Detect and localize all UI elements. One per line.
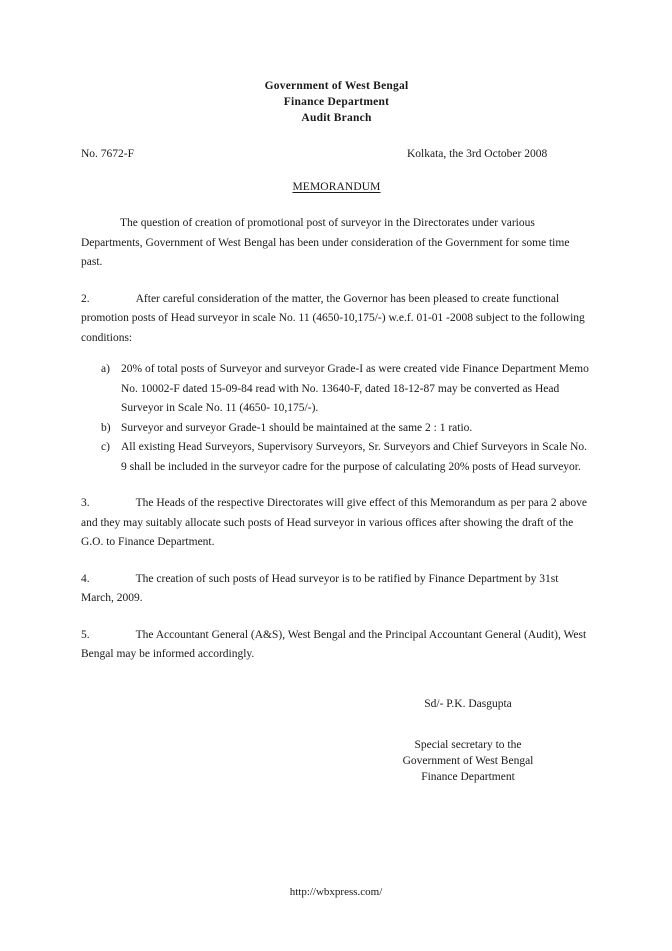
memorandum-title-text: MEMORANDUM <box>292 181 381 193</box>
letterhead-line-department: Finance Department <box>283 96 390 108</box>
paragraph-3-text: The Heads of the respective Directorates will give effect of this Memorandum as per para 2 above and they may suitably allocate such posts of Head surveyor in various offices after showing the draft of the G.O. to Finance Department. <box>81 497 587 548</box>
paragraph-4-text: The creation of such posts of Head surveyor is to be ratified by Finance Department by 31st March, 2009. <box>81 572 559 604</box>
list-item <box>81 360 592 419</box>
paragraph-5-text: The Accountant General (A&S), West Bengal and the Principal Accountant General (Audit), West Bengal may be informed accordingly. <box>81 628 587 660</box>
list-item <box>81 438 592 477</box>
designation-line-1: Special secretary to the <box>414 738 522 751</box>
spacer <box>81 477 592 494</box>
paragraph-4 <box>81 570 592 609</box>
list-item-marker: c) <box>101 441 110 453</box>
memo-number: No. 7672-F <box>81 148 135 160</box>
letterhead-line-branch: Audit Branch <box>301 112 372 124</box>
paragraph-2-number: 2. <box>81 292 90 305</box>
list-item-marker: b) <box>101 421 111 434</box>
designation-line-3: Finance Department <box>421 770 515 783</box>
spacer <box>81 273 592 290</box>
list-item-text: Surveyor and surveyor Grade-1 should be maintained at the same 2 : 1 ratio. <box>121 421 473 434</box>
paragraph-3 <box>81 494 592 553</box>
conditions-list <box>81 360 592 477</box>
spacer <box>81 195 592 214</box>
signature-block <box>81 696 592 785</box>
paragraph-5 <box>81 626 592 665</box>
paragraph-2-text: After careful consideration of the matter, the Governor has been pleased to create functional promotion posts of Head surveyor in scale No. 11 (4650-10,175/-) w.e.f. 01-01 -2008 subject to the following conditions: <box>81 292 585 344</box>
spacer <box>81 609 592 626</box>
memo-place-date: Kolkata, the 3rd October 2008 <box>407 148 548 160</box>
spacer <box>81 348 592 360</box>
letterhead-line-government: Government of West Bengal <box>264 80 409 92</box>
paragraph-3-number: 3. <box>81 497 90 509</box>
letterhead <box>81 78 592 126</box>
memorandum-title <box>81 180 592 195</box>
document-body <box>81 78 592 785</box>
paragraph-2 <box>81 290 592 349</box>
list-item-text: All existing Head Surveyors, Supervisory Surveyors, Sr. Surveyors and Chief Surveyors in Scale No. 9 shall be included in the surveyor cadre for the purpose of calculating 20% posts of Head surveyor. <box>121 441 588 473</box>
list-item-text: 20% of total posts of Surveyor and surveyor Grade-I as were created vide Finance Department Memo No. 10002-F dated 15-09-84 read with No. 13640-F, dated 18-12-87 may be converted as Head Surveyor in Scale No. 11 (4650- 10,175/-). <box>121 363 589 414</box>
footer-url: http://wbxpress.com/ <box>289 886 383 898</box>
paragraph-1-text: The question of creation of promotional post of surveyor in the Directorates under various Departments, Government of West Bengal has been under consideration of the Government for some time past. <box>81 217 570 268</box>
page-footer <box>0 885 672 899</box>
reference-line <box>81 147 592 162</box>
signatory-name: Sd/- P.K. Dasgupta <box>424 697 512 710</box>
list-item <box>81 419 592 439</box>
signatory-designation <box>344 737 592 785</box>
list-item-marker: a) <box>101 363 110 375</box>
designation-line-2: Government of West Bengal <box>402 754 534 767</box>
paragraph-1 <box>81 214 592 273</box>
paragraph-4-number: 4. <box>81 572 90 585</box>
paragraph-5-number: 5. <box>81 628 90 641</box>
spacer <box>81 553 592 570</box>
